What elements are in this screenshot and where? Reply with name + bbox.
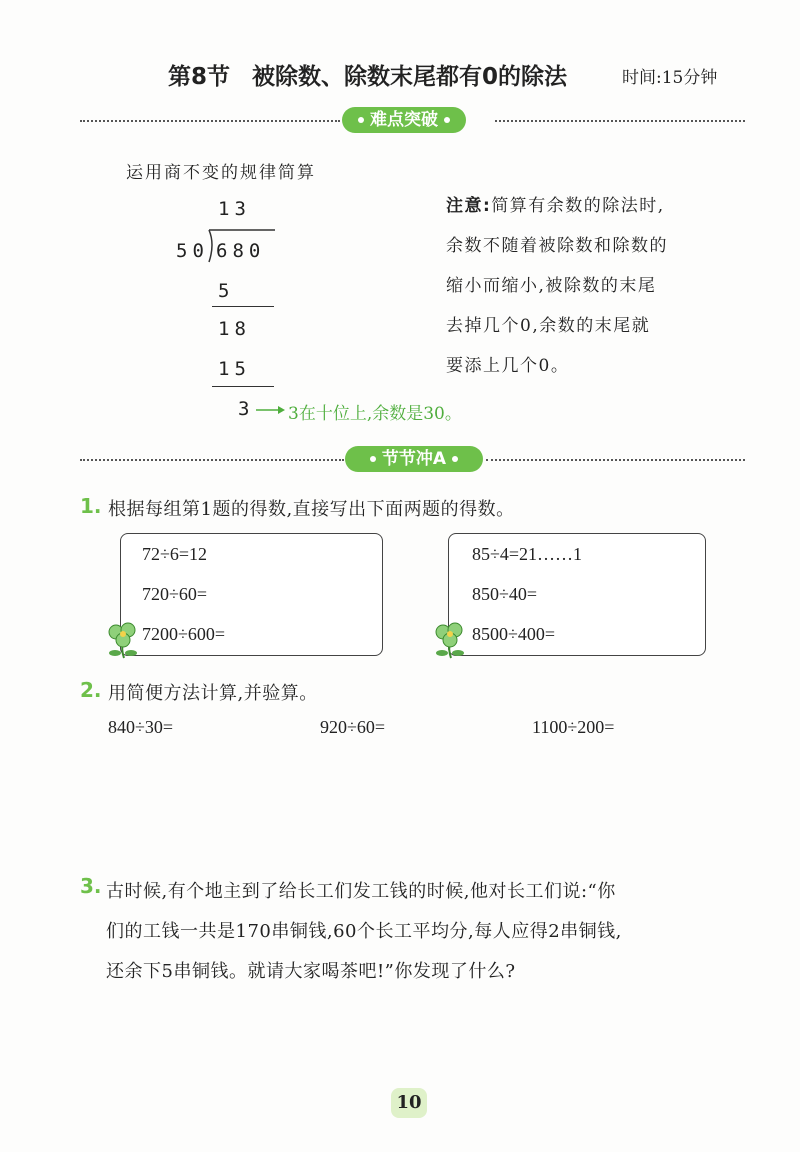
division-line	[212, 306, 274, 307]
question-line: 古时候,有个地主到了给长工们发工钱的时候,他对长工们说:“你	[106, 881, 616, 902]
flower-icon	[433, 620, 467, 660]
page-number: 10	[391, 1088, 427, 1118]
question-number: 2.	[80, 678, 102, 702]
divider-left	[80, 120, 340, 122]
equation: 1100÷200=	[532, 717, 615, 737]
section-title: 被除数、除数末尾都有0的除法	[252, 64, 568, 90]
division-step1: 5	[218, 280, 235, 302]
division-remainder: 3	[238, 398, 255, 420]
method-intro: 运用商不变的规律简算	[126, 163, 316, 183]
question-line: 还余下5串铜钱。就请大家喝茶吧!”你发现了什么?	[106, 961, 516, 982]
division-divisor: 50	[176, 240, 209, 262]
dot-icon	[452, 456, 458, 462]
question-text: 用简便方法计算,并验算。	[108, 683, 318, 704]
note-line: 缩小而缩小,被除数的末尾	[446, 276, 657, 296]
question-number: 1.	[80, 494, 102, 518]
equation: 8500÷400=	[472, 624, 556, 644]
dot-icon	[358, 117, 364, 123]
equation: 7200÷600=	[142, 624, 226, 644]
note-label: 注意:	[446, 196, 492, 216]
note-line: 要添上几个0。	[446, 356, 570, 376]
question-number: 3.	[80, 874, 102, 898]
note-line: 简算有余数的除法时,	[491, 196, 665, 216]
equation: 920÷60=	[320, 717, 386, 737]
equation: 850÷40=	[472, 584, 538, 604]
arrow-right-icon	[254, 402, 288, 418]
equation: 720÷60=	[142, 584, 208, 604]
divider-left	[80, 459, 344, 461]
note-line: 余数不随着被除数和除数的	[446, 236, 668, 256]
remainder-annotation: 3在十位上,余数是30。	[288, 404, 462, 424]
section-number: 第8节	[168, 64, 231, 90]
question-line: 们的工钱一共是170串铜钱,60个长工平均分,每人应得2串铜钱,	[106, 921, 622, 942]
divider-right	[495, 120, 745, 122]
note-line: 去掉几个0,余数的末尾就	[446, 316, 651, 336]
dot-icon	[444, 117, 450, 123]
equation: 72÷6=12	[142, 544, 208, 564]
division-dividend: 680	[216, 240, 266, 262]
equation: 840÷30=	[108, 717, 174, 737]
division-quotient: 13	[218, 198, 251, 220]
note-block	[446, 186, 736, 386]
division-step2: 18	[218, 318, 251, 340]
flower-icon	[106, 620, 140, 660]
equation: 85÷4=21……1	[472, 544, 583, 564]
division-step3: 15	[218, 358, 251, 380]
divider-right	[486, 459, 745, 461]
section-badge-practice: 节节冲A	[345, 446, 483, 472]
division-line	[212, 386, 274, 387]
question-text: 根据每组第1题的得数,直接写出下面两题的得数。	[108, 499, 515, 520]
question-text	[106, 872, 756, 992]
page-title	[168, 58, 567, 91]
dot-icon	[370, 456, 376, 462]
time-limit: 时间:15分钟	[622, 68, 718, 88]
section-badge-difficulty: 难点突破	[342, 107, 466, 133]
